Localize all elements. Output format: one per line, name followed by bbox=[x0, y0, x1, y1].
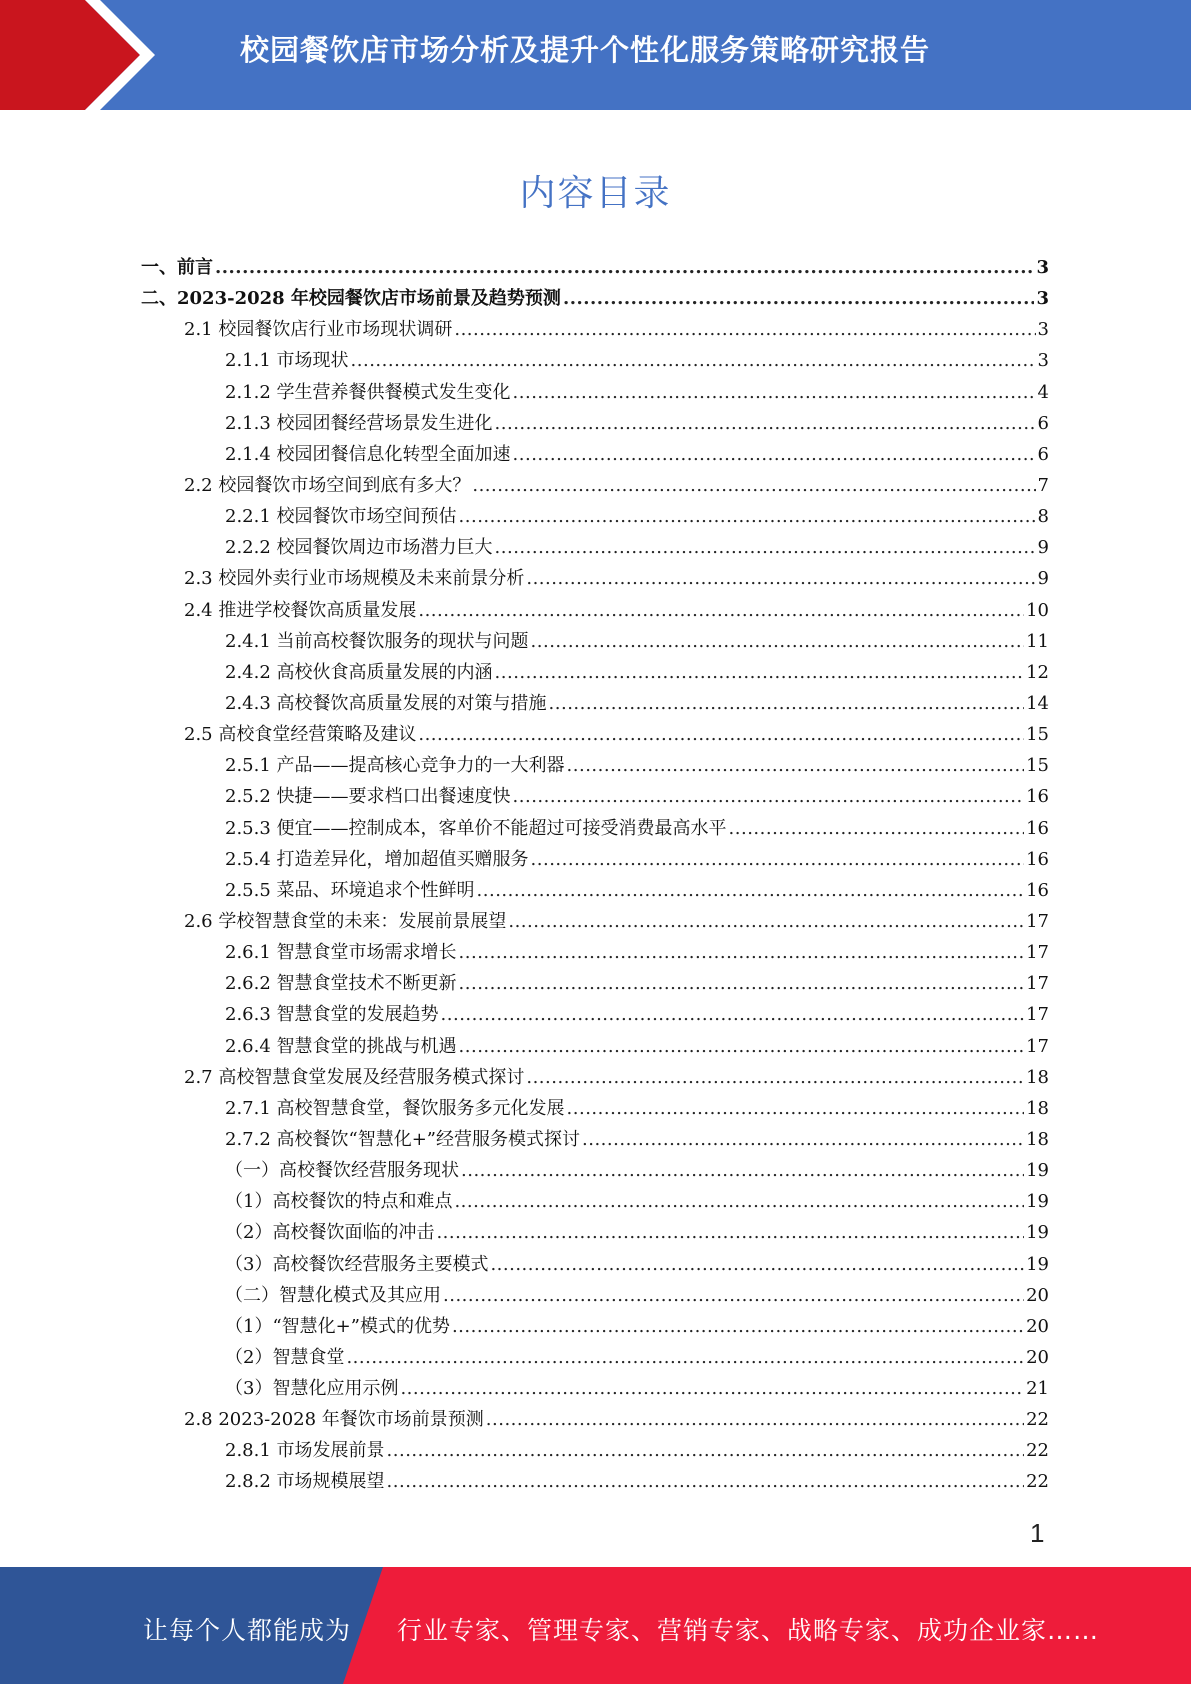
footer-slogan-right: 行业专家、管理专家、营销专家、战略专家、成功企业家…… bbox=[397, 1616, 1100, 1645]
toc-entry[interactable]: （2）高校餐饮面临的冲击 ..... 19 bbox=[141, 1218, 1049, 1249]
toc-entry[interactable]: 2.3 校园外卖行业市场规模及未来前景分析 ..... 9 bbox=[141, 564, 1049, 595]
toc-entry[interactable]: 2.5.3 便宜——控制成本，客单价不能超过可接受消费最高水平 ..... 16 bbox=[141, 814, 1049, 845]
toc-entry[interactable]: 2.5.1 产品——提高核心竞争力的一大利器 ..... 15 bbox=[141, 751, 1049, 782]
toc-entry[interactable]: 2.6 学校智慧食堂的未来：发展前景展望 ..... 17 bbox=[141, 907, 1049, 938]
toc-entry[interactable]: 2.7.2 高校餐饮“智慧化+”经营服务模式探讨 ..... 18 bbox=[141, 1125, 1049, 1156]
toc-entry[interactable]: （3）智慧化应用示例 ..... 21 bbox=[141, 1374, 1049, 1405]
toc-entry[interactable]: 2.1 校园餐饮店行业市场现状调研 ..... 3 bbox=[141, 315, 1049, 346]
toc-entry[interactable]: 2.2.1 校园餐饮市场空间预估 ..... 8 bbox=[141, 502, 1049, 533]
toc-entry[interactable]: 2.2 校园餐饮市场空间到底有多大？ ..... 7 bbox=[141, 471, 1049, 502]
page-header bbox=[0, 0, 1191, 110]
toc-entry[interactable]: 2.8 2023-2028 年餐饮市场前景预测 ..... 22 bbox=[141, 1405, 1049, 1436]
table-of-contents bbox=[141, 253, 1049, 1499]
toc-entry[interactable]: 2.6.3 智慧食堂的发展趋势 ..... 17 bbox=[141, 1000, 1049, 1031]
toc-entry[interactable]: 2.2.2 校园餐饮周边市场潜力巨大 ..... 9 bbox=[141, 533, 1049, 564]
toc-entry[interactable]: 2.1.2 学生营养餐供餐模式发生变化 ..... 4 bbox=[141, 378, 1049, 409]
toc-entry[interactable]: 2.4.3 高校餐饮高质量发展的对策与措施 ..... 14 bbox=[141, 689, 1049, 720]
toc-entry[interactable]: 2.5.4 打造差异化，增加超值买赠服务 ..... 16 bbox=[141, 845, 1049, 876]
page-number: 1 bbox=[1030, 1518, 1045, 1548]
toc-heading: 内容目录 bbox=[519, 173, 672, 214]
toc-entry[interactable]: 2.1.1 市场现状 ..... 3 bbox=[141, 346, 1049, 377]
toc-entry[interactable]: 2.5.5 菜品、环境追求个性鲜明 ..... 16 bbox=[141, 876, 1049, 907]
toc-entry[interactable]: 2.7 高校智慧食堂发展及经营服务模式探讨 ..... 18 bbox=[141, 1063, 1049, 1094]
toc-entry[interactable]: 2.5 高校食堂经营策略及建议 ..... 15 bbox=[141, 720, 1049, 751]
toc-entry[interactable]: 2.6.1 智慧食堂市场需求增长 ..... 17 bbox=[141, 938, 1049, 969]
toc-entry[interactable]: 2.5.2 快捷——要求档口出餐速度快 ..... 16 bbox=[141, 782, 1049, 813]
toc-entry[interactable]: 一、前言 ..... 3 bbox=[141, 253, 1049, 284]
footer-slogan-left: 让每个人都能成为 bbox=[143, 1616, 352, 1645]
toc-entry[interactable]: （2）智慧食堂 ..... 20 bbox=[141, 1343, 1049, 1374]
toc-entry[interactable]: （1）高校餐饮的特点和难点 ..... 19 bbox=[141, 1187, 1049, 1218]
toc-entry[interactable]: 2.4.2 高校伙食高质量发展的内涵 ..... 12 bbox=[141, 658, 1049, 689]
toc-entry[interactable]: （1）“智慧化+”模式的优势 ..... 20 bbox=[141, 1312, 1049, 1343]
report-title: 校园餐饮店市场分析及提升个性化服务策略研究报告 bbox=[240, 33, 931, 67]
toc-entry[interactable]: 2.4 推进学校餐饮高质量发展 ..... 10 bbox=[141, 596, 1049, 627]
toc-entry[interactable]: 2.8.1 市场发展前景 ..... 22 bbox=[141, 1436, 1049, 1467]
toc-entry[interactable]: （一）高校餐饮经营服务现状 ..... 19 bbox=[141, 1156, 1049, 1187]
toc-entry[interactable]: 2.6.2 智慧食堂技术不断更新 ..... 17 bbox=[141, 969, 1049, 1000]
toc-entry[interactable]: 2.1.4 校园团餐信息化转型全面加速 ..... 6 bbox=[141, 440, 1049, 471]
toc-entry[interactable]: 2.1.3 校园团餐经营场景发生进化 ..... 6 bbox=[141, 409, 1049, 440]
page-footer bbox=[0, 1567, 1191, 1684]
toc-entry[interactable]: （二）智慧化模式及其应用 ..... 20 bbox=[141, 1281, 1049, 1312]
toc-entry[interactable]: 2.7.1 高校智慧食堂，餐饮服务多元化发展 ..... 18 bbox=[141, 1094, 1049, 1125]
toc-entry[interactable]: 2.8.2 市场规模展望 ..... 22 bbox=[141, 1467, 1049, 1498]
toc-entry[interactable]: 二、2023-2028 年校园餐饮店市场前景及趋势预测 ..... 3 bbox=[141, 284, 1049, 315]
toc-entry[interactable]: 2.4.1 当前高校餐饮服务的现状与问题 ..... 11 bbox=[141, 627, 1049, 658]
toc-entry[interactable]: （3）高校餐饮经营服务主要模式 ..... 19 bbox=[141, 1250, 1049, 1281]
toc-entry[interactable]: 2.6.4 智慧食堂的挑战与机遇 ..... 17 bbox=[141, 1032, 1049, 1063]
